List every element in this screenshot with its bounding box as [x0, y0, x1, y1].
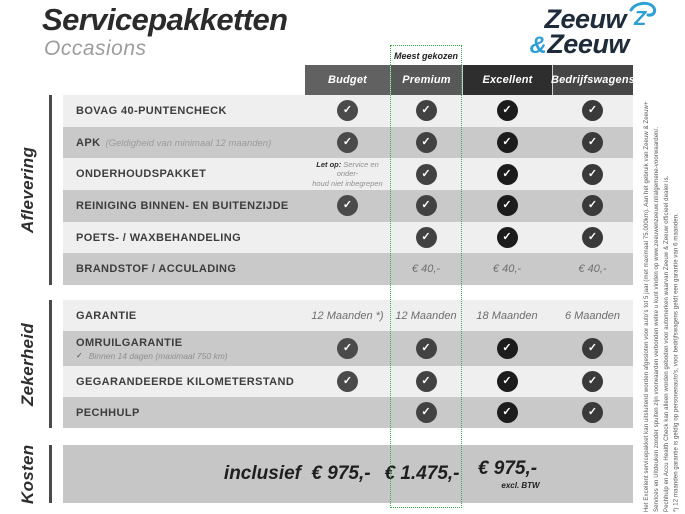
cell-bedrijfswagens — [552, 227, 633, 248]
check-icon: ✓ — [416, 338, 437, 359]
section-line-kosten — [49, 445, 52, 503]
kosten-price-bedrijfswagens — [467, 458, 548, 490]
check-icon: ✓ — [497, 195, 518, 216]
row-label-cell — [63, 168, 305, 180]
row-label: BOVAG 40-PUNTENCHECK — [76, 104, 227, 117]
cell-excellent — [462, 227, 552, 248]
cell-premium — [390, 402, 462, 423]
cell-budget — [305, 371, 390, 392]
column-header-premium: Premium — [390, 65, 462, 95]
check-icon: ✓ — [416, 100, 437, 121]
cell-budget — [305, 338, 390, 359]
cell-budget — [305, 195, 390, 216]
row-label-cell — [63, 105, 305, 117]
check-icon: ✓ — [497, 164, 518, 185]
row-label: ONDERHOUDSPAKKET — [76, 168, 207, 181]
row-label: GEGARANDEERDE KILOMETERSTAND — [76, 375, 295, 388]
check-icon: ✓ — [582, 402, 603, 423]
check-icon: ✓ — [337, 338, 358, 359]
check-icon: ✓ — [497, 227, 518, 248]
check-icon: ✓ — [337, 100, 358, 121]
cell-budget — [305, 310, 390, 322]
cell-value: € 40,- — [578, 263, 607, 276]
section-aflevering — [63, 95, 633, 285]
check-icon: ✓ — [497, 402, 518, 423]
check-icon: ✓ — [416, 371, 437, 392]
row-label: BRANDSTOF / ACCULADING — [76, 263, 237, 276]
kosten-row — [63, 445, 633, 503]
kosten-label-cell — [63, 463, 305, 485]
row-label: REINIGING BINNEN- EN BUITENZIJDE — [76, 199, 289, 212]
cell-value: 6 Maanden — [564, 309, 621, 322]
check-icon: ✓ — [582, 132, 603, 153]
check-icon: ✓ — [416, 164, 437, 185]
cell-premium — [390, 132, 462, 153]
cell-bedrijfswagens — [552, 195, 633, 216]
check-icon: ✓ — [337, 195, 358, 216]
btw-note: excl. BTW — [501, 481, 540, 490]
cell-letop-note — [305, 160, 390, 189]
column-header-budget: Budget — [305, 65, 390, 95]
cell-excellent — [462, 338, 552, 359]
section-line-aflevering — [49, 95, 52, 285]
row-subnote: ✓ Binnen 14 dagen (maximaal 750 km) — [76, 350, 228, 361]
cell-excellent — [462, 310, 552, 322]
cell-premium — [390, 227, 462, 248]
cell-premium — [390, 338, 462, 359]
column-headers — [305, 65, 636, 95]
cell-excellent — [462, 164, 552, 185]
table-row — [63, 253, 633, 285]
cell-value: € 40,- — [492, 263, 522, 276]
row-label: GARANTIE — [76, 309, 137, 322]
cell-bedrijfswagens — [552, 132, 633, 153]
cell-value: 12 Maanden *) — [311, 309, 384, 322]
row-label-cell — [63, 200, 305, 212]
row-label-cell — [63, 310, 305, 322]
section-label-aflevering: Aflevering — [18, 146, 37, 234]
cell-premium — [390, 263, 462, 275]
column-header-bedrijfswagens: Bedrijfswagens — [552, 65, 633, 95]
table-row — [63, 397, 633, 428]
letop-note: Let op: Service en onder- houd niet inbegrepen — [312, 159, 383, 189]
check-icon: ✓ — [497, 338, 518, 359]
section-label-zekerheid: Zekerheid — [18, 322, 37, 406]
check-icon: ✓ — [582, 164, 603, 185]
cell-premium — [390, 371, 462, 392]
check-icon: ✓ — [582, 195, 603, 216]
cell-excellent — [462, 263, 552, 275]
check-icon: ✓ — [416, 195, 437, 216]
cell-excellent — [462, 195, 552, 216]
row-label: APK — [76, 136, 101, 149]
section-label-kosten: Kosten — [18, 444, 37, 504]
cell-bedrijfswagens — [552, 263, 633, 275]
cell-excellent — [462, 132, 552, 153]
fine-print-line: Het Excellent servicepakket kan uitsluitend worden afgesloten voor auto's tot 5 jaar (met maximaal 75.000km). Aan het gebruik van Zeeuw & Zeeuw+ — [644, 101, 651, 512]
fine-print-line: *) 12 maanden garantie is geldig op personenauto's, voor bedrijfswagens geldt een garantie van 6 maanden. — [674, 213, 681, 512]
cell-bedrijfswagens — [552, 100, 633, 121]
check-icon: ✓ — [497, 371, 518, 392]
fine-print — [643, 0, 683, 512]
section-zekerheid — [63, 300, 633, 428]
cell-bedrijfswagens — [552, 338, 633, 359]
row-label-cell — [63, 376, 305, 388]
cell-bedrijfswagens — [552, 310, 633, 322]
fine-print-line: Pechhulp en Accu Health Check kan alleen worden geboden voor automerken waarvan Zeeuw & Zeeuw officieel dealer is. — [664, 175, 671, 512]
cell-bedrijfswagens — [552, 402, 633, 423]
check-icon: ✓ — [416, 402, 437, 423]
check-icon: ✓ — [582, 227, 603, 248]
row-label-cell — [63, 232, 305, 244]
mini-check-icon: ✓ — [76, 351, 83, 360]
price-value: € 975,- — [311, 463, 371, 484]
check-icon: ✓ — [582, 338, 603, 359]
check-icon: ✓ — [582, 100, 603, 121]
page-title: Servicepakketten — [42, 2, 288, 37]
table-row — [63, 127, 633, 159]
check-icon: ✓ — [337, 371, 358, 392]
logo-ampersand: & — [529, 32, 547, 59]
cell-bedrijfswagens — [552, 371, 633, 392]
column-header-excellent: Excellent — [462, 65, 552, 95]
cell-premium — [390, 164, 462, 185]
fine-print-line: Services en Uitdeuken zonder spuiten zijn voorwaarden verbonden welke u kunt vinden op www.zeeuwenzeeuw.nl/algemene-voorwaarden/. — [654, 126, 661, 512]
meest-gekozen-badge: Meest gekozen — [390, 45, 462, 65]
cell-excellent — [462, 371, 552, 392]
page-subtitle: Occasions — [44, 37, 147, 60]
row-label-cell — [63, 263, 305, 275]
inclusief-label: inclusief — [223, 463, 301, 484]
table-row — [63, 300, 633, 331]
cell-value: € 40,- — [411, 263, 441, 276]
check-icon: ✓ — [582, 371, 603, 392]
row-label-cell — [63, 407, 305, 419]
row-label: PECHHULP — [76, 406, 140, 419]
table-row — [63, 222, 633, 254]
cell-excellent — [462, 100, 552, 121]
cell-bedrijfswagens — [552, 164, 633, 185]
kosten-price-excellent — [377, 463, 467, 485]
kosten-price-premium — [305, 463, 377, 485]
cell-budget — [305, 100, 390, 121]
table-row — [63, 158, 633, 190]
logo-line2 — [529, 31, 657, 58]
row-note: (Geldigheid van minimaal 12 maanden) — [105, 137, 272, 149]
cell-premium — [390, 310, 462, 322]
row-label-cell — [63, 337, 305, 361]
cell-value: 18 Maanden — [476, 309, 538, 322]
zeeuw-en-zeeuw-logo — [529, 5, 657, 58]
logo-word2: Zeeuw — [547, 29, 629, 59]
cell-value: 12 Maanden — [395, 309, 457, 322]
svg-text:Z: Z — [634, 8, 647, 29]
logo-word1: Zeeuw — [544, 3, 626, 34]
cell-excellent — [462, 402, 552, 423]
check-icon: ✓ — [416, 227, 437, 248]
price-value: € 1.475,- — [384, 463, 460, 484]
row-label-cell — [63, 137, 305, 149]
check-icon: ✓ — [337, 132, 358, 153]
row-label: POETS- / WAXBEHANDELING — [76, 231, 242, 244]
check-icon: ✓ — [416, 132, 437, 153]
check-icon: ✓ — [497, 132, 518, 153]
price-value: € 975,- — [477, 458, 538, 479]
table-row — [63, 366, 633, 397]
table-row — [63, 95, 633, 127]
cell-premium — [390, 195, 462, 216]
row-label: OMRUILGARANTIE — [76, 336, 183, 349]
cell-premium — [390, 100, 462, 121]
section-line-zekerheid — [49, 300, 52, 428]
table-row — [63, 190, 633, 222]
check-icon: ✓ — [497, 100, 518, 121]
table-row — [63, 331, 633, 366]
cell-budget — [305, 132, 390, 153]
